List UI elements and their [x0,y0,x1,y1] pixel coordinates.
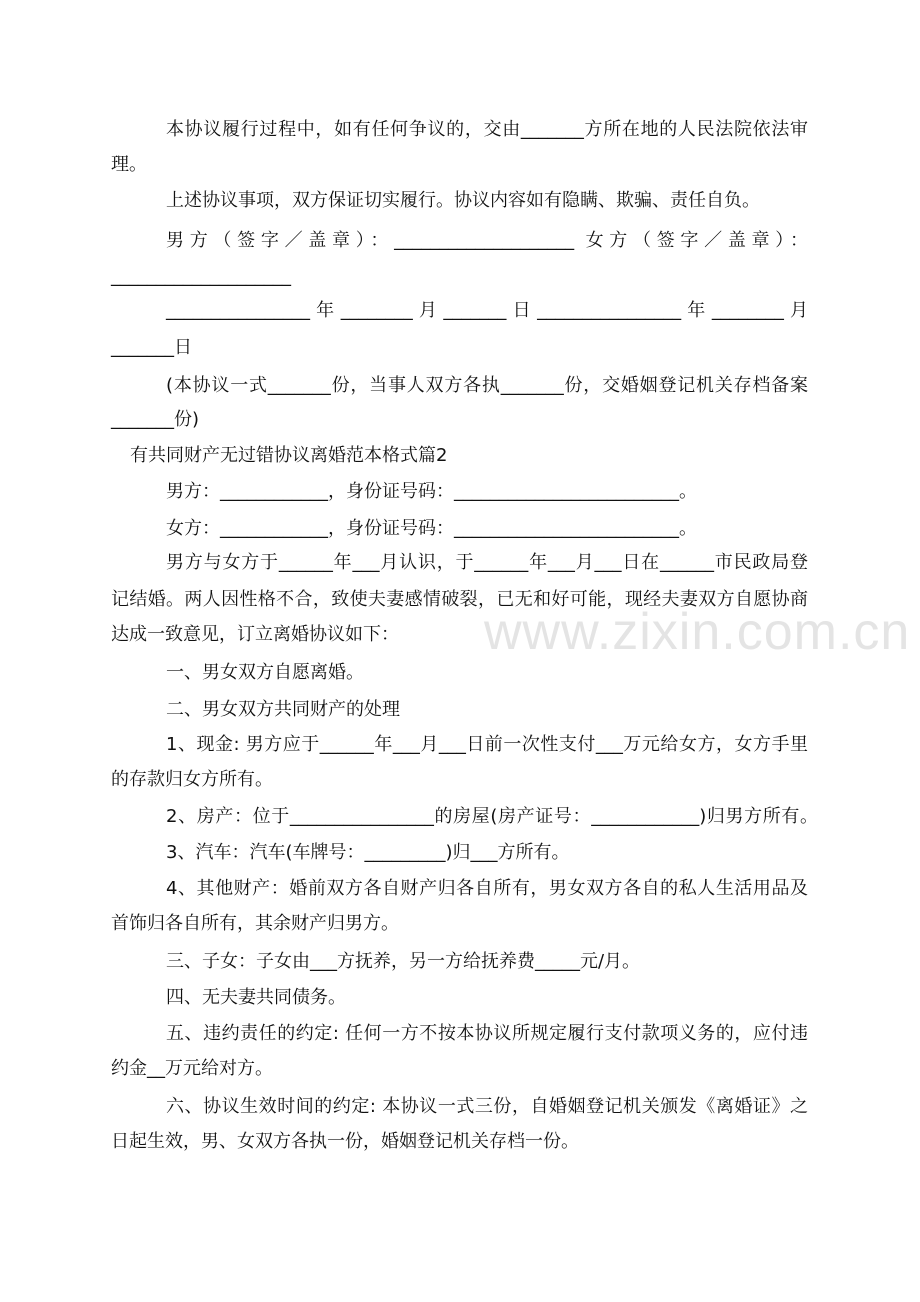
cash-clause-line-1: 1、现金: 男方应于______年___月___日前一次性支付___万元给女方，女方手里 [166,734,808,755]
dispute-clause-line-1: 本协议履行过程中，如有任何争议的，交由_______方所在地的人民法院依法审 [166,119,808,140]
other-property-line-1: 4、其他财产：婚前双方各自财产归各自所有，男女双方各自的私人生活用品及 [166,878,808,899]
cash-clause-line-2: 的存款归女方所有。 [111,769,273,790]
intro-line-2: 记结婚。两人因性格不合，致使夫妻感情破裂，已无和好可能，现经夫妻双方自愿协商 [111,589,808,610]
date-line-2: _______日 [111,337,192,358]
section-heading: 有共同财产无过错协议离婚范本格式篇2 [130,445,448,466]
house-clause: 2、房产：位于________________的房屋(房产证号：____________)归男方所有。 [166,806,818,827]
date-line-1: ________________ 年 ________ 月 _______ 日 ________________ 年 ________ 月 [166,300,808,321]
female-identity-line: 女方：____________，身份证号码：_________________________。 [166,518,697,539]
signature-line-1: 男方（签字／盖章）：____________________ 女方（签字／盖章）： [166,230,808,251]
effective-clause-line-1: 六、协议生效时间的约定: 本协议一式三份，自婚姻登记机关颁发《离婚证》之 [166,1096,808,1117]
guarantee-clause: 上述协议事项，双方保证切实履行。协议内容如有隐瞒、欺骗、责任自负。 [166,190,760,211]
copies-note-line-2: _______份) [111,409,200,430]
clause-voluntary-divorce: 一、男女双方自愿离婚。 [166,662,364,683]
breach-clause-line-2: 约金__万元给对方。 [111,1058,273,1079]
breach-clause-line-1: 五、违约责任的约定: 任何一方不按本协议所规定履行支付款项义务的，应付违 [166,1023,808,1044]
male-identity-line: 男方：____________，身份证号码：_________________________。 [166,481,697,502]
signature-line-2: ____________________ [111,266,291,287]
copies-note-line-1: (本协议一式_______份，当事人双方各执_______份，交婚姻登记机关存档备案 [166,375,808,396]
car-clause: 3、汽车：汽车(车牌号：_________)归___方所有。 [166,842,570,863]
children-clause: 三、子女：子女由___方抚养，另一方给抚养费_____元/月。 [166,951,641,972]
dispute-clause-line-2: 理。 [111,154,147,175]
intro-line-3: 达成一致意见，订立离婚协议如下： [111,624,399,645]
other-property-line-2: 首饰归各自所有，其余财产归男方。 [111,913,399,934]
effective-clause-line-2: 日起生效，男、女双方各执一份，婚姻登记机关存档一份。 [111,1131,579,1152]
intro-line-1: 男方与女方于______年___月认识，于______年___月___日在______市民政局登 [166,552,808,573]
watermark: www.zixin.com.cn [484,603,911,661]
debt-clause: 四、无夫妻共同债务。 [166,987,346,1008]
clause-property-heading: 二、男女双方共同财产的处理 [166,699,400,720]
